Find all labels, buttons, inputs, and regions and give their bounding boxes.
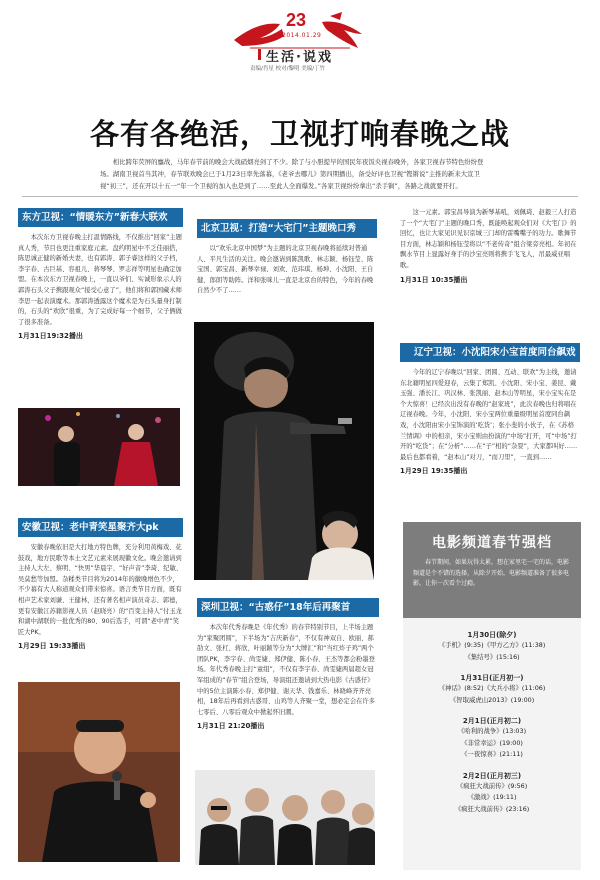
story-body: 以“欢乐北京中国梦”为主题的北京卫视春晚将延续对普通人、平凡生活的关注。晚会邀请到陈凯歌、林志颖、杨钰莹、陈宝国、郭宝昌、新琴幸禄、刘欢、范玮琪、杨坤、小沈阳、王自健、郎朗等助阵。洋和张咪儿一直是北京台的特色，今年的春晚自然少不了…… bbox=[197, 245, 374, 295]
story-title: 安徽卫视：老中青笑星聚齐大pk bbox=[18, 518, 183, 537]
schedule-item: 《神话》(8:52)《大兵小将》(11:06) bbox=[438, 684, 546, 692]
schedule-item: 《疯狂大战前传》(23:16) bbox=[454, 804, 530, 813]
schedule-day-block bbox=[413, 716, 571, 761]
dateline: 1月31日 10:35播出 bbox=[400, 275, 468, 284]
dateline: 1月31日19:32播出 bbox=[18, 332, 83, 341]
page-number: 23 bbox=[286, 10, 307, 30]
story-beijing bbox=[197, 219, 377, 297]
divider bbox=[22, 196, 578, 197]
section-name: 生活·说戏 bbox=[266, 46, 333, 65]
editor-credit: 责编/肖星 校对/黎明 美编/丁竹 bbox=[250, 66, 326, 72]
story-dongfang bbox=[18, 208, 183, 341]
schedule-item: 《手机》(9:35)《甲方乙方》(11:38) bbox=[438, 641, 546, 649]
lead-paragraph: 相比跨年荧屏的鏖战，马年春节前的晚会大战硝烟亮剑了不少。除了与小胆提早的国民年夜饭央视春晚外，各家卫视春节特色纷纷登场。湖南卫视首当其冲，春节联欢晚会已于1月23日率先落幕，《老爷去哪儿》第四期播出，备受好评也卫视“铿锵说”主推的新来大宣卫视“初三”，还在开以十五一“年一个卫视的加入也是到了……至此人全面爆发。”各家卫视纷纷拿出“杀手锏”，各路之战就要开打。 bbox=[100, 158, 484, 190]
sidebar-header bbox=[403, 522, 581, 618]
schedule-item: 《疯狂大战前传》(9:56) bbox=[456, 781, 528, 790]
schedule-day: 1月30日(除夕) bbox=[467, 631, 517, 639]
sidebar-intro: 春节期间，如果玩得太累，想在家里宅一宅的话，电影频道是个不错的选择，从除夕开始，电影频道准备了很多电影，让你一次看个过瘾。 bbox=[413, 559, 570, 587]
issue-date: 2014.01.29 bbox=[282, 32, 322, 39]
dateline: 1月31日 21:20播出 bbox=[197, 722, 265, 731]
schedule-item: 《激战》(19:11) bbox=[467, 793, 517, 801]
story-body: 本次年代秀春晚是《年代秀》的春节特别节目，上半场主题为“家聚团圆”，下半场为“吉庆新春”，不仅有神双自、欧丽、郝劭文、张杠、蒋欣、叶丽颖等分为“大牌汇”和“当红炸子鸡”两个团队PK，李宇春、尚雯婕、郑伊健、陈小春、王杰等都会粉墨登场。年代秀春晚主打“童组”，不仅有李宇春、尚雯婕两届超女冠军组成的“春节”组合登场，导演组还邀请到大热电影《古惑仔》中的5位主演陈小春、郑伊健、谢天华、钱嘉乐、林晓峰齐齐亮相，18年后再看到古惑哥、山鸡等人齐聚一堂，想必定会在许多七零后、八零后观众中掀起怀旧潮。 bbox=[197, 624, 376, 716]
story-title: 北京卫视：打造“大宅门”主题晚口秀 bbox=[197, 219, 377, 238]
story-title: 东方卫视：“情暖东方”新春大联欢 bbox=[18, 208, 183, 227]
photo-anhui-comedian bbox=[18, 682, 180, 862]
photo-shenzhen-actors bbox=[195, 770, 375, 865]
schedule-item: 《哈利的战争》(13:03) bbox=[457, 727, 527, 735]
schedule-list bbox=[403, 618, 581, 815]
schedule-day-block bbox=[413, 630, 571, 663]
schedule-item: 《智取威虎山2013》(19:00) bbox=[449, 695, 535, 704]
story-body: 本次东方卫视春晚主打温情路线，不仅推出“回家”主题真人秀，节目也更注重家庭元素。盘约明星中不乏佳丽搭，陈思诚正健的新婚夫妻，也有郭涛、郭子睿这样的父子档，李宇春、古巨基、容祖儿、蒋琴琴、罗志祥等明星也确定加盟。在本次东方卫视春晚上，一直以爷们、实诚形象示人的郭涛石头父子携跟观众“接受心意了”，他们将和郭国藏术师李思一起表演魔术。那郭涛透露这个魔术是为石头量身打制的，石头的“欢欣”很重，为了完成好每一个细节，父子俩做了很多准备。 bbox=[18, 234, 182, 326]
story-body: 今年的辽宁春晚以“回家、团圆、互动、联欢”为主线，邀请东北籍明星四爱迎春，云集了郑凯、小沈阳、宋小宝、姜昆、戴玉强、潘长江、巩汉林、张凯丽、赵本山等明星，宋小宝实在是个大惊喜！已经次出没有春晚的“赵家班”，此次春晚也归将唱在辽视春晚。今年，小沈阳、宋小宝两位重量级明星首度同台飙戏，小沈阳由宋小宝饰演的‘吃货’；张小斐的小伙子，在《苏格兰情调》中的相亲，宋小宝则由扮演的“中场”打开，可“中场”打开的“吃货”；在“分析”……在“子”相的“杂耍”，大家都叫好……最后也都看着，“赵本山”对刀，“而刀里”，一直到…… bbox=[400, 369, 578, 461]
story-beijing-continued bbox=[400, 208, 580, 285]
photo-dongfang-singers bbox=[18, 408, 180, 486]
schedule-item: 《一夜惊喜》(21:11) bbox=[461, 750, 523, 758]
story-anhui bbox=[18, 518, 183, 651]
story-title: 辽宁卫视：小沈阳宋小宝首度同台飙戏 bbox=[400, 343, 580, 362]
schedule-item: 《非常幸运》(19:00) bbox=[461, 738, 523, 747]
dateline: 1月29日 19:33播出 bbox=[18, 642, 86, 651]
photo-beijing-singer bbox=[194, 322, 374, 580]
schedule-day: 1月31日(正月初一) bbox=[460, 674, 524, 682]
story-liaoning bbox=[400, 343, 580, 476]
schedule-day: 2月2日(正月初三) bbox=[462, 771, 522, 780]
story-body: 这一元素。郭宝昌导演为新琴基吼，刘佩琦、赵毅三人打造了一个“大宅门”主题的晚口秀，既能唤起观众们对《大宅门》的回忆，也让大家见识见识京城三门却的雷嘴嘴子的功力。歌舞节目方面，林志颖和杨钰莹将以“不老传奇”组合梁旁亮相。年初在飘水节目上显露好身手的沙宝亮则将携手飞飞人，吊最威亚唱歌。 bbox=[400, 209, 577, 269]
masthead bbox=[230, 8, 370, 78]
headline: 各有各绝活，卫视打响春晚之战 bbox=[89, 117, 510, 151]
schedule-day-block bbox=[413, 771, 571, 816]
story-shenzhen bbox=[197, 598, 379, 731]
sidebar-movie-schedule bbox=[403, 522, 581, 870]
schedule-day: 2月1日(正月初二) bbox=[462, 717, 522, 725]
dateline: 1月29日 19:35播出 bbox=[400, 467, 468, 476]
story-body: 安徽春晚依旧是大打地方特色牌，充分利用黄梅戏、花鼓戏，地方民歌等本土文艺元素来展现徽文化。晚会邀请到主持人大左、蔡明、“快男”华晨宇、“好声音”李琦、纪敏、吴莫愁等加盟。杂糅类节目将为2014年的徽晚增色不少，不少幕有大人称道观众们带来惊喜。语言类节目方面，既有相声艺术家刘谦、王健林，还有著名相声演员奇志、郭德，更有安徽江苏籍影视人员（赵晓亮）的“百变主持人”付玉龙和湖中湖联的一批优秀的80、90后选手，可谓“老中青”笑匠大PK。 bbox=[18, 544, 183, 636]
schedule-day-block bbox=[413, 673, 571, 706]
schedule-item: 《集结号》(15:16) bbox=[464, 652, 520, 661]
sidebar-title: 电影频道春节强档 bbox=[432, 535, 552, 551]
story-title: 深圳卫视：“古惑仔”18年后再聚首 bbox=[197, 598, 379, 617]
